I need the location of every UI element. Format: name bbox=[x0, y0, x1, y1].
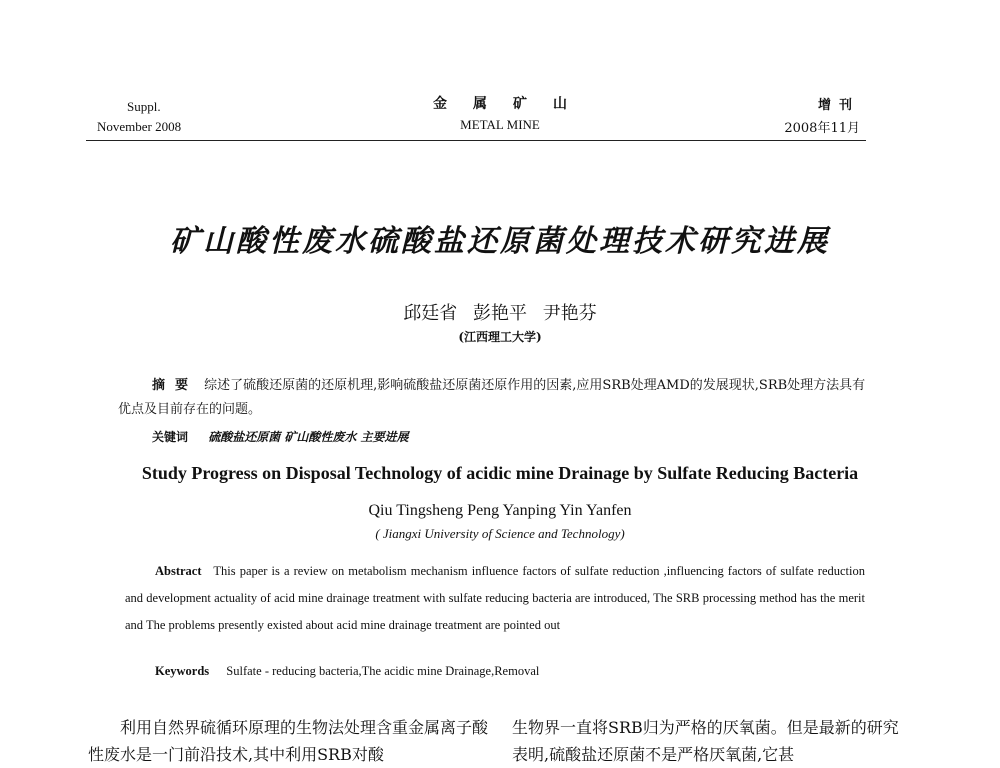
header-date-cn: 2008年11月 bbox=[784, 121, 860, 136]
affiliation-cn: (江西理工大学) bbox=[458, 330, 542, 344]
authors-en: Qiu Tingsheng Peng Yanping Yin Yanfen bbox=[368, 502, 632, 519]
keywords-cn-label: 关键词 bbox=[152, 430, 189, 444]
header-date-en: November 2008 bbox=[97, 119, 182, 134]
abstract-en-label: Abstract bbox=[155, 564, 202, 578]
abstract-en bbox=[125, 558, 865, 639]
abstract-en-text: This paper is a review on metabolism mechanism influence factors of sulfate reduction ,influencing factors of sulfate reduction and development actuality of acid mine drainage treatment with sulfate reducing bacteria are introduced, The SRB processing method has the merit and The problems presently existed about acid mine drainage treatment are pointed out bbox=[125, 564, 865, 632]
abstract-cn-label: 摘要 bbox=[152, 378, 199, 393]
affiliation-en: ( Jiangxi University of Science and Technology) bbox=[375, 526, 625, 541]
keywords-cn-text: 硫酸盐还原菌 矿山酸性废水 主要进展 bbox=[208, 430, 409, 444]
header-suppl-cn: 增刊 bbox=[817, 98, 860, 113]
abstract-cn bbox=[118, 374, 878, 422]
keywords-en bbox=[155, 664, 539, 679]
authors-cn: 邱廷省 彭艳平 尹艳芬 bbox=[403, 303, 597, 324]
abstract-cn-text: 综述了硫酸还原菌的还原机理,影响硫酸盐还原菌还原作用的因素,应用SRB处理AMD的发展现状,SRB处理方法具有优点及目前存在的问题。 bbox=[118, 378, 866, 417]
journal-name-en: METAL MINE bbox=[460, 117, 540, 132]
body-column-right: 生物界一直将SRB归为严格的厌氧菌。但是最新的研究表明,硫酸盐还原菌不是严格厌氧菌,它甚 bbox=[512, 718, 899, 764]
keywords-cn bbox=[152, 428, 409, 445]
journal-name-cn: 金属矿山 bbox=[433, 96, 593, 112]
paper-title-en: Study Progress on Disposal Technology of acidic mine Drainage by Sulfate Reducing Bacteria bbox=[141, 463, 859, 483]
body-column-left: 利用自然界硫循环原理的生物法处理含重金属离子酸性废水是一门前沿技术,其中利用SRB对酸 bbox=[88, 718, 489, 764]
header-suppl: Suppl. bbox=[127, 99, 161, 114]
header-divider bbox=[86, 140, 866, 141]
keywords-en-label: Keywords bbox=[155, 664, 210, 678]
keywords-en-text: Sulfate - reducing bacteria,The acidic mine Drainage,Removal bbox=[226, 664, 540, 678]
paper-title-cn: 矿山酸性废水硫酸盐还原菌处理技术研究进展 bbox=[170, 224, 830, 259]
